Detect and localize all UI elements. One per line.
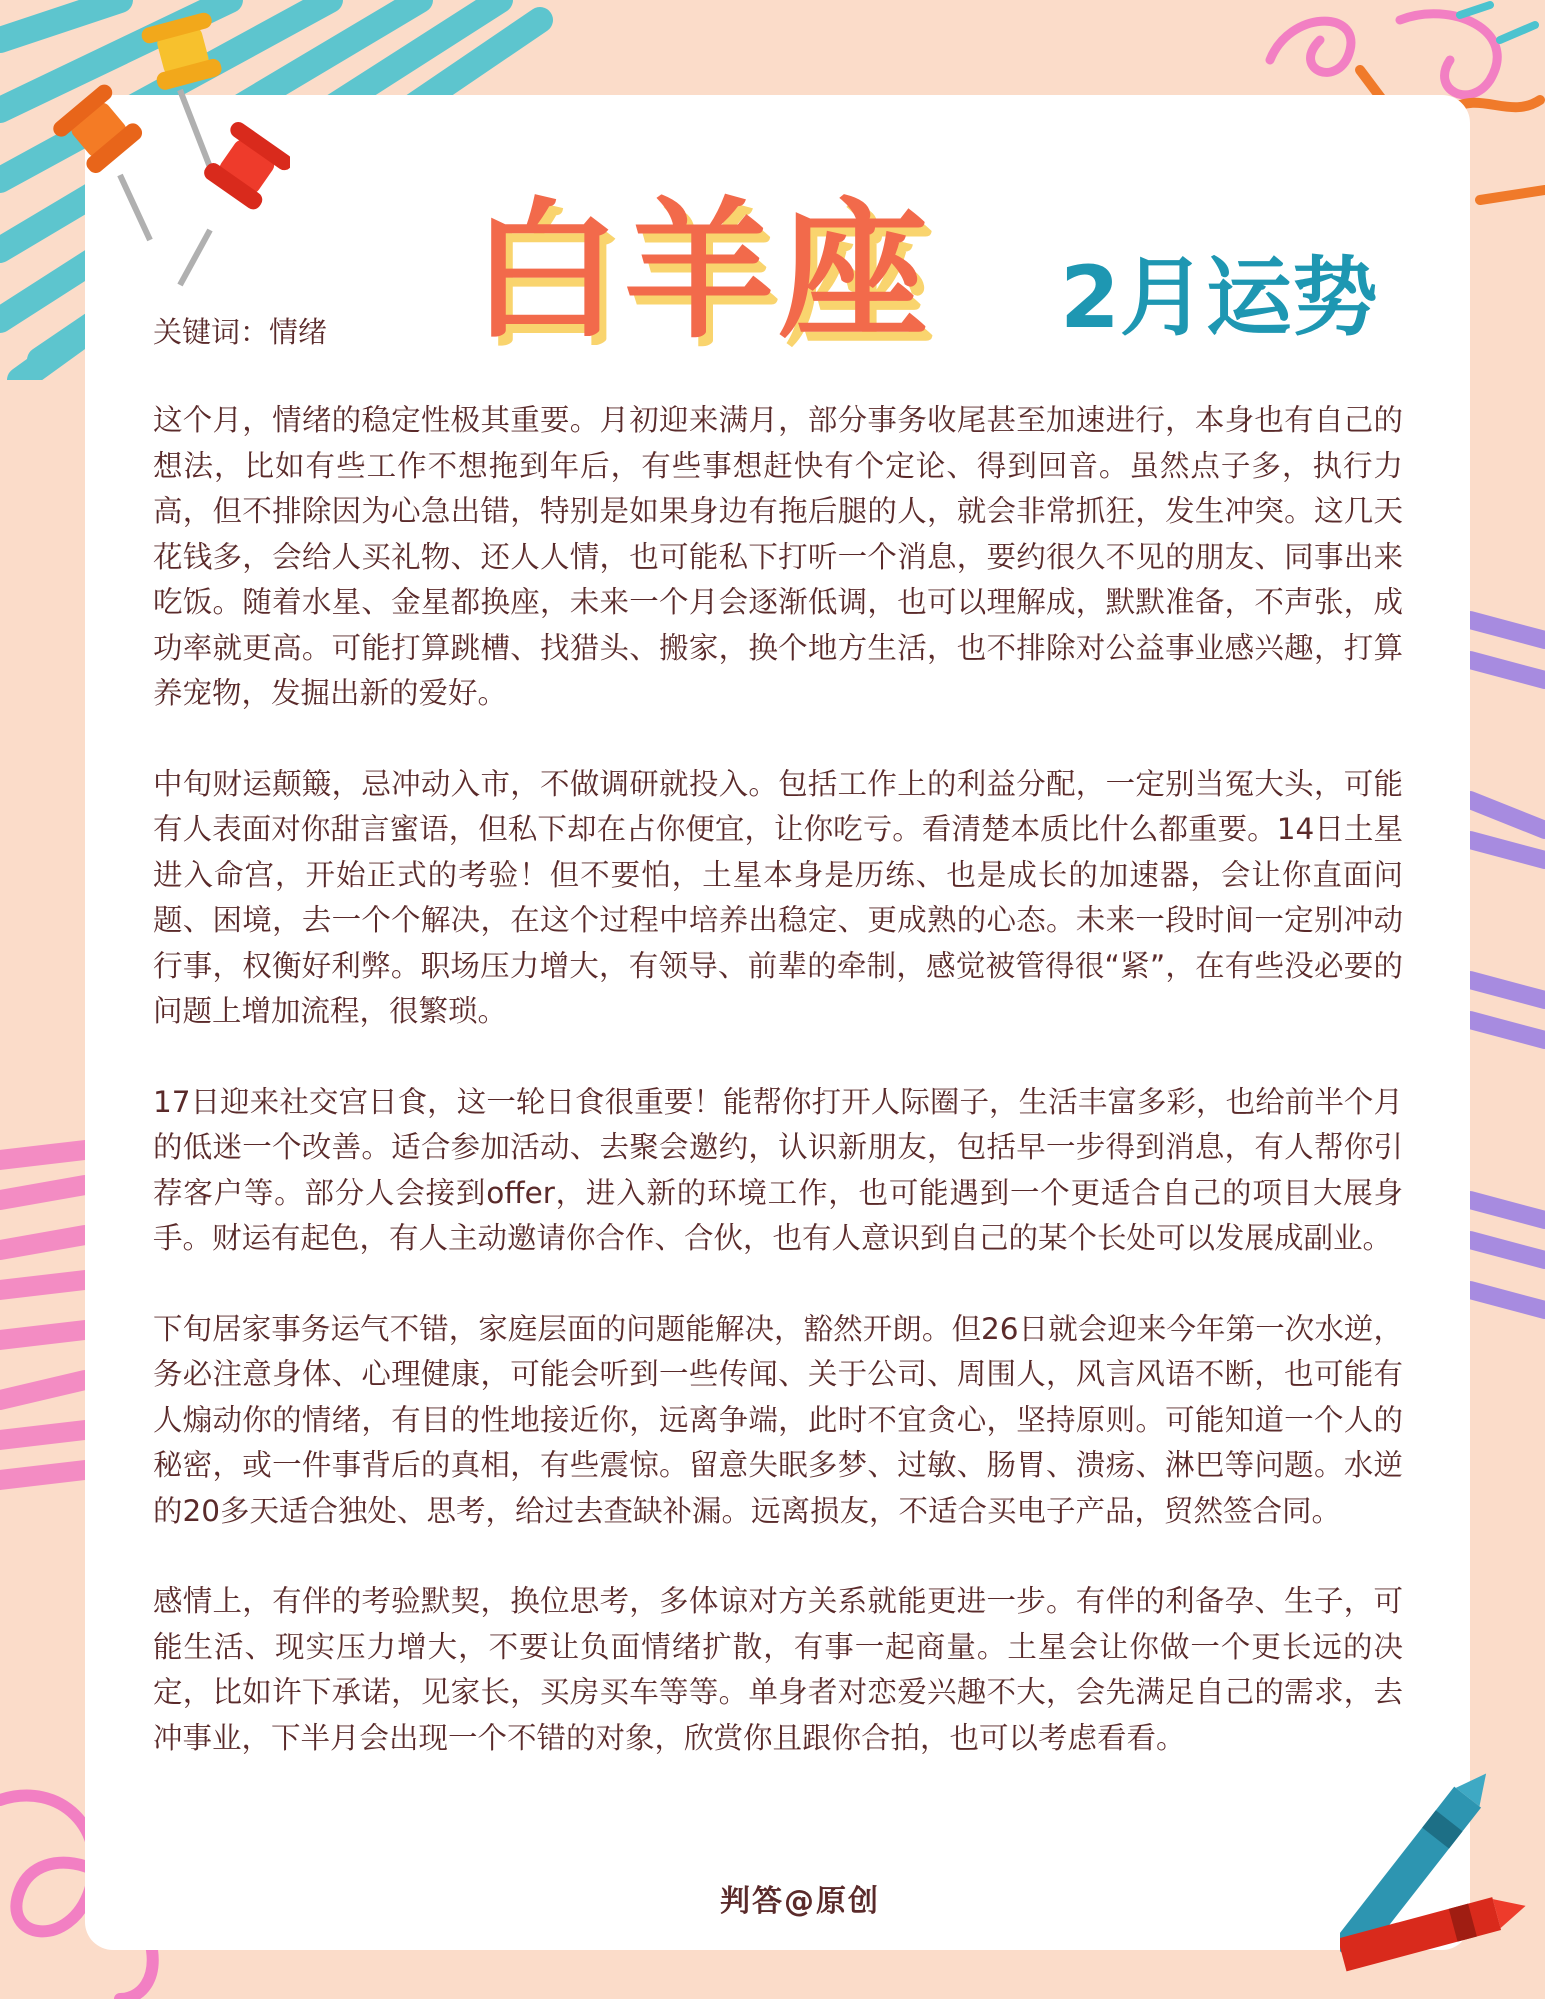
paragraph: 感情上，有伴的考验默契，换位思考，多体谅对方关系就能更进一步。有伴的利备孕、生子，可能生活、现实压力增大，不要让负面情绪扩散，有事一起商量。土星会让你做一个更长远的决定，比如许下承诺，见家长，买房买车等等。单身者对恋爱兴趣不大，会先满足自己的需求，去冲事业，下半月会出现一个不错的对象，欣赏你且跟你合拍，也可以考虑看看。 — [153, 1584, 1403, 1755]
paragraph: 中旬财运颠簸，忌冲动入市，不做调研就投入。包括工作上的利益分配，一定别当冤大头，可能有人表面对你甜言蜜语，但私下却在占你便宜，让你吃亏。看清楚本质比什么都重要。14日土星进入命宫，开始正式的考验！但不要怕，土星本身是历练、也是成长的加速器，会让你直面问题、困境，去一个个解决，在这个过程中培养出稳定、更成熟的心态。未来一段时间一定别冲动行事，权衡好利弊。职场压力增大，有领导、前辈的牵制，感觉被管得很“紧”，在有些没必要的问题上增加流程，很繁琐。 — [153, 766, 1403, 1028]
paragraph: 这个月，情绪的稳定性极其重要。月初迎来满月，部分事务收尾甚至加速进行，本身也有自己的想法，比如有些工作不想拖到年后，有些事想赶快有个定论、得到回音。虽然点子多，执行力高，但不排除因为心急出错，特别是如果身边有拖后腿的人，就会非常抓狂，发生冲突。这几天花钱多，会给人买礼物、还人人情，也可能私下打听一个消息，要约很久不见的朋友、同事出来吃饭。随着水星、金星都换座，未来一个月会逐渐低调，也可以理解成，默默准备，不声张，成功率就更高。可能打算跳槽、找猎头、搬家，换个地方生活，也不排除对公益事业感兴趣，打算养宠物，发掘出新的爱好。 — [153, 403, 1403, 710]
purple-scribble-decoration — [1460, 600, 1545, 1380]
page-title: 白羊座 — [470, 185, 933, 359]
paragraph: 17日迎来社交宫日食，这一轮日食很重要！能帮你打开人际圈子，生活丰富多彩，也给前半个月的低迷一个改善。适合参加活动、去聚会邀约，认识新朋友，包括早一步得到消息，有人帮你引荐客户等。部分人会接到offer，进入新的环境工作，也可能遇到一个更适合自己的项目大展身手。财运有起色，有人主动邀请你合作、合伙，也有人意识到自己的某个长处可以发展成副业。 — [153, 1084, 1403, 1255]
article-body — [153, 398, 1403, 1806]
keyword-line: 关键词：情绪 — [153, 315, 328, 349]
page-subtitle: 2月运势 — [1060, 248, 1378, 348]
push-pins-icon — [30, 10, 290, 290]
paragraph: 下旬居家事务运气不错，家庭层面的问题能解决，豁然开朗。但26日就会迎来今年第一次水逆，务必注意身体、心理健康，可能会听到一些传闻、关于公司、周围人，风言风语不断，也可能有人煽动你的情绪，有目的性地接近你，远离争端，此时不宜贪心，坚持原则。可能知道一个人的秘密，或一件事背后的真相，有些震惊。留意失眠多梦、过敏、肠胃、溃疡、淋巴等问题。水逆的20多天适合独处、思考，给过去查缺补漏。远离损友，不适合买电子产品，贸然签合同。 — [153, 1311, 1403, 1528]
pink-scribble-decoration — [0, 1140, 90, 1500]
author-credit: 判答@原创 — [720, 1884, 880, 1919]
